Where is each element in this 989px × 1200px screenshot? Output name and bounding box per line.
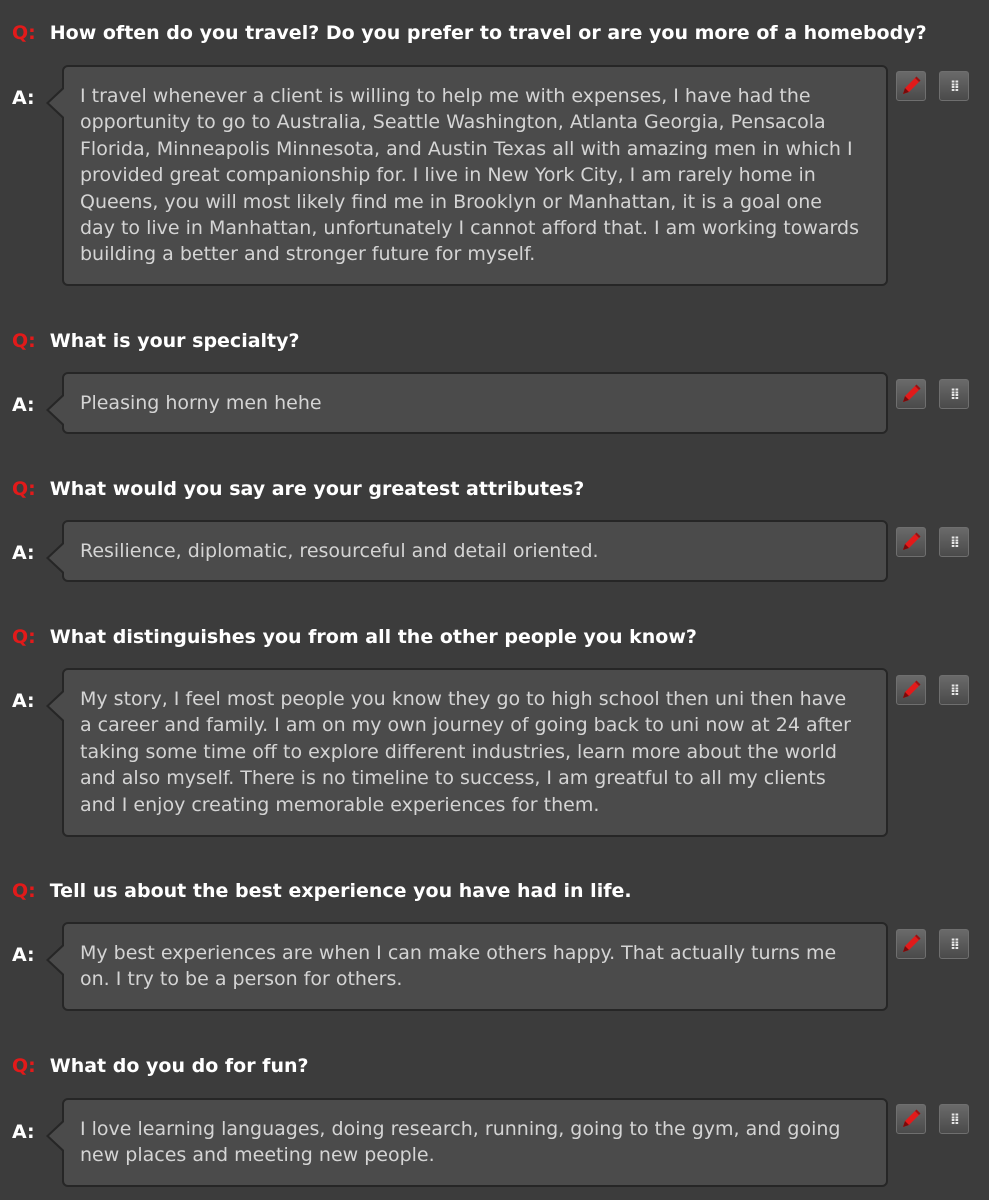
question-text: How often do you travel? Do you prefer to travel or are you more of a homebody? (49, 22, 927, 44)
edit-button[interactable] (896, 71, 926, 101)
question-prefix: Q: (12, 880, 36, 902)
answer-text: Pleasing horny men hehe (80, 392, 322, 414)
reorder-button[interactable] (939, 71, 969, 101)
answer-text: Resilience, diplomatic, resourceful and detail oriented. (80, 540, 599, 562)
answer-prefix: A: (12, 690, 35, 712)
question-prefix: Q: (12, 1055, 36, 1077)
edit-button[interactable] (896, 379, 926, 409)
drag-handle-icon: ⁞⁞ (950, 934, 958, 953)
edit-button[interactable] (896, 1104, 926, 1134)
question-prefix: Q: (12, 22, 36, 44)
edit-button[interactable] (896, 675, 926, 705)
pencil-icon (899, 1107, 923, 1131)
question (12, 475, 584, 503)
pencil-icon (899, 932, 923, 956)
question-prefix: Q: (12, 626, 36, 648)
question (12, 327, 300, 355)
reorder-button[interactable] (939, 527, 969, 557)
drag-handle-icon: ⁞⁞ (950, 1109, 958, 1128)
drag-handle-icon: ⁞⁞ (950, 384, 958, 403)
question (12, 623, 697, 651)
question-text: Tell us about the best experience you have had in life. (49, 880, 632, 902)
answer-bubble (62, 668, 888, 837)
question (12, 877, 632, 905)
reorder-button[interactable] (939, 929, 969, 959)
question-text: What do you do for fun? (49, 1055, 309, 1077)
answer-prefix: A: (12, 87, 35, 109)
pencil-icon (899, 382, 923, 406)
question (12, 19, 927, 47)
reorder-button[interactable] (939, 379, 969, 409)
answer-bubble (62, 65, 888, 286)
answer-text: I travel whenever a client is willing to help me with expenses, I have had the opportunity to go to Australia, Seattle Washington, Atlanta Georgia, Pensacola Florida, Minneapolis Minnesota, and Austin Texas all with amazing men in which I provided great companionship for. I live in New York City, I am rarely home in Queens, you will most likely find me in Brooklyn or Manhattan, it is a goal one day to live in Manhattan, unfortunately I cannot afford that. I am working towards building a better and stronger future for myself. (80, 85, 859, 266)
answer-bubble (62, 520, 888, 582)
answer-bubble (62, 1098, 888, 1187)
answer-text: My story, I feel most people you know they go to high school then uni then have a career and family. I am on my own journey of going back to uni now at 24 after taking some time off to explore different industries, learn more about the world and also myself. There is no timeline to success, I am greatful to all my clients and I enjoy creating memorable experiences for them. (80, 688, 851, 816)
question-text: What would you say are your greatest attributes? (49, 478, 585, 500)
answer-prefix: A: (12, 1121, 35, 1143)
answer-prefix: A: (12, 394, 35, 416)
edit-button[interactable] (896, 929, 926, 959)
drag-handle-icon: ⁞⁞ (950, 680, 958, 699)
answer-prefix: A: (12, 944, 35, 966)
question-text: What distinguishes you from all the other people you know? (49, 626, 697, 648)
question-text: What is your specialty? (49, 330, 300, 352)
pencil-icon (899, 74, 923, 98)
question-prefix: Q: (12, 478, 36, 500)
pencil-icon (899, 530, 923, 554)
drag-handle-icon: ⁞⁞ (950, 532, 958, 551)
edit-button[interactable] (896, 527, 926, 557)
reorder-button[interactable] (939, 675, 969, 705)
reorder-button[interactable] (939, 1104, 969, 1134)
question (12, 1052, 309, 1080)
drag-handle-icon: ⁞⁞ (950, 76, 958, 95)
pencil-icon (899, 678, 923, 702)
answer-bubble (62, 922, 888, 1011)
answer-bubble (62, 372, 888, 434)
answer-prefix: A: (12, 542, 35, 564)
question-prefix: Q: (12, 330, 36, 352)
answer-text: My best experiences are when I can make others happy. That actually turns me on. I try to be a person for others. (80, 942, 837, 991)
answer-text: I love learning languages, doing research, running, going to the gym, and going new places and meeting new people. (80, 1118, 841, 1167)
